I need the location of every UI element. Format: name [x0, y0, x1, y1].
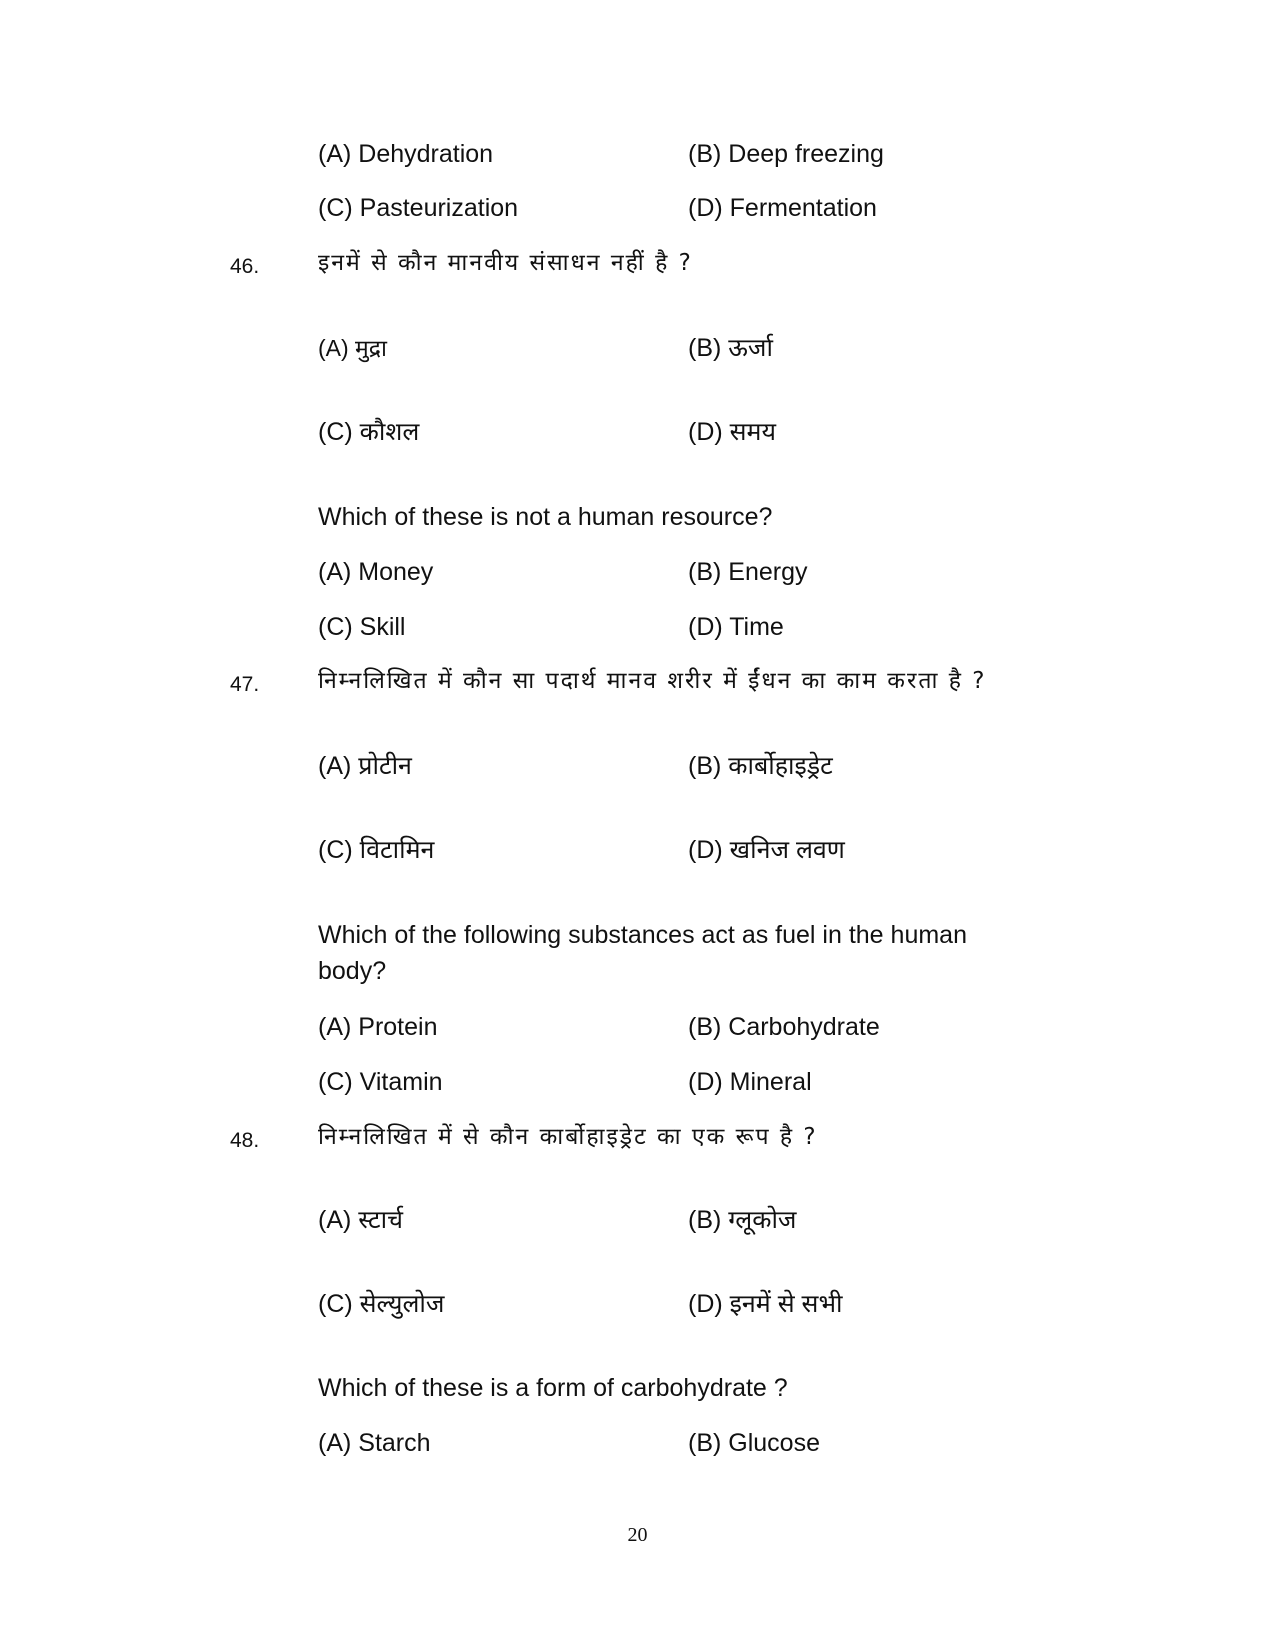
q48-english-question: Which of these is a form of carbohydrate ?: [318, 1374, 788, 1402]
q47-hindi-question: निम्नलिखित में कौन सा पदार्थ मानव शरीर में ईंधन का काम करता है ?: [318, 668, 987, 694]
q45-option-d: (D) Fermentation: [688, 194, 877, 222]
q48-option-a: (A) Starch: [318, 1429, 431, 1457]
q48-hindi-option-d: (D) इनमें से सभी: [688, 1290, 843, 1318]
q46-option-b: (B) Energy: [688, 558, 808, 586]
q46-hindi-question: इनमें से कौन मानवीय संसाधन नहीं है ?: [318, 250, 693, 276]
q47-hindi-option-d: (D) खनिज लवण: [688, 836, 845, 864]
q48-hindi-option-a: (A) स्टार्च: [318, 1206, 403, 1234]
q48-hindi-question: निम्नलिखित में से कौन कार्बोहाइड्रेट का एक रूप है ?: [318, 1124, 818, 1150]
q45-option-a: (A) Dehydration: [318, 140, 494, 168]
q47-option-b: (B) Carbohydrate: [688, 1013, 880, 1041]
q48-option-b: (B) Glucose: [688, 1429, 820, 1457]
q47-option-d: (D) Mineral: [688, 1068, 812, 1096]
page-number: 20: [627, 1524, 648, 1546]
q47-hindi-option-a: (A) प्रोटीन: [318, 752, 412, 780]
q46-option-d: (D) Time: [688, 613, 784, 641]
q47-english-question: Which of the following substances act as fuel in the human body?: [318, 921, 967, 985]
q47-hindi-option-b: (B) कार्बोहाइड्रेट: [688, 752, 833, 780]
q46-option-a: (A) Money: [318, 558, 434, 586]
q47-number: 47.: [230, 673, 260, 696]
q46-english-question: Which of these is not a human resource?: [318, 503, 773, 531]
q46-hindi-option-b: (B) ऊर्जा: [688, 334, 773, 362]
q48-hindi-option-c: (C) सेल्युलोज: [318, 1290, 445, 1318]
q48-number: 48.: [230, 1129, 260, 1152]
q46-hindi-option-a-text: (A) मुद्रा: [318, 335, 387, 361]
q46-hindi-option-d: (D) समय: [688, 418, 777, 446]
q46-number: 46.: [230, 255, 260, 278]
q47-option-a: (A) Protein: [318, 1013, 438, 1041]
q45-option-c: (C) Pasteurization: [318, 194, 519, 222]
q47-hindi-option-c: (C) विटामिन: [318, 836, 435, 864]
q46-hindi-option-c: (C) कौशल: [318, 418, 420, 446]
q45-option-b: (B) Deep freezing: [688, 140, 884, 168]
q47-option-c: (C) Vitamin: [318, 1068, 443, 1096]
q48-hindi-option-b: (B) ग्लूकोज: [688, 1206, 797, 1234]
q46-hindi-option-a: [318, 333, 387, 363]
q46-option-c: (C) Skill: [318, 613, 406, 641]
